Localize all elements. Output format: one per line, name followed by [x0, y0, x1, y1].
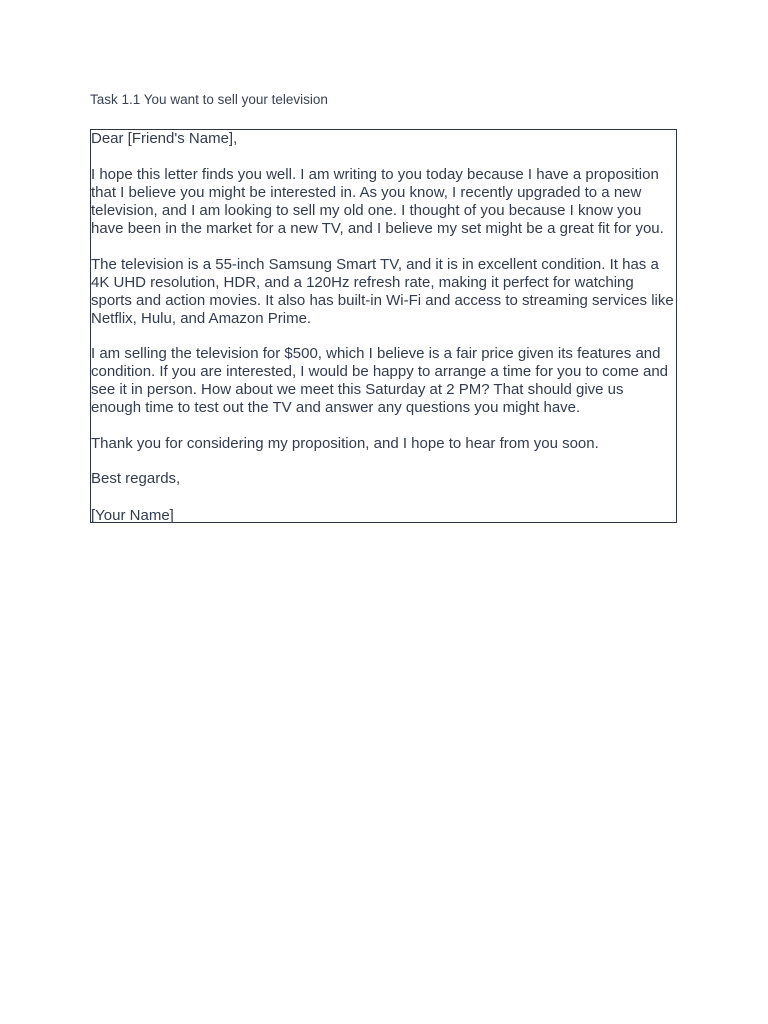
letter-line: Thank you for considering my proposition, and I hope to hear from you soon. [91, 435, 599, 452]
letter-line: I am selling the television for $500, which I believe is a fair price given its features and [91, 345, 661, 362]
letter-greeting: Dear [Friend's Name], [91, 130, 238, 147]
letter-line: have been in the market for a new TV, and I believe my set might be a great fit for you. [91, 220, 664, 237]
letter-line: enough time to test out the TV and answer any questions you might have. [91, 399, 581, 416]
letter-line: that I believe you might be interested in. As you know, I recently upgraded to a new [91, 184, 642, 201]
letter-line: The television is a 55-inch Samsung Smart TV, and it is in excellent condition. It has a [91, 256, 659, 273]
letter-signoff: Best regards, [91, 470, 181, 487]
letter-line: Netflix, Hulu, and Amazon Prime. [91, 310, 312, 327]
letter-line: 4K UHD resolution, HDR, and a 120Hz refresh rate, making it perfect for watching [91, 274, 634, 291]
letter-line: condition. If you are interested, I would be happy to arrange a time for you to come and [91, 363, 669, 380]
letter-line: see it in person. How about we meet this Saturday at 2 PM? That should give us [91, 381, 624, 398]
letter-line: sports and action movies. It also has built-in Wi-Fi and access to streaming services like [91, 292, 674, 309]
letter-box [90, 129, 677, 523]
letter-signature: [Your Name] [91, 507, 174, 524]
letter-line: I hope this letter finds you well. I am writing to you today because I have a proposition [91, 166, 659, 183]
letter-line: television, and I am looking to sell my old one. I thought of you because I know you [91, 202, 642, 219]
task-title: Task 1.1 You want to sell your television [90, 92, 328, 107]
